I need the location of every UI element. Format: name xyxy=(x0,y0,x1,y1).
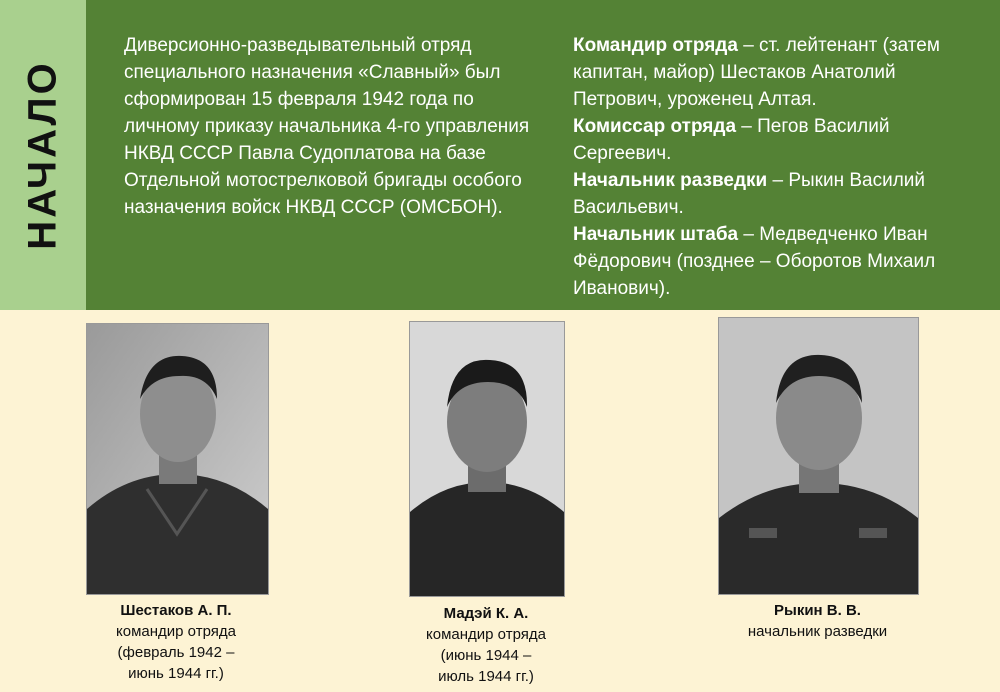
portrait-photo-shestakov xyxy=(86,323,269,595)
caption-madey xyxy=(386,603,586,687)
caption-rykin xyxy=(718,600,917,642)
role-commander xyxy=(573,32,973,113)
person-role: командир отряда xyxy=(426,626,546,643)
person-name: Мадэй К. А. xyxy=(443,605,529,622)
role-text: – ст. лейтенант (затем капитан, майор) Шестаков Анатолий Петрович, уроженец Алтая. xyxy=(573,35,940,110)
person-role: начальник разведки xyxy=(747,623,888,640)
caption-shestakov xyxy=(76,600,276,684)
role-commissar xyxy=(573,113,973,167)
person-role: командир отряда xyxy=(116,623,236,640)
role-intelligence-chief xyxy=(573,167,973,221)
person-name: Рыкин В. В. xyxy=(774,602,861,619)
portrait-photo-rykin xyxy=(718,317,919,595)
portrait-image xyxy=(87,324,268,594)
role-text: – Рыкин Василий Васильевич. xyxy=(573,170,926,218)
person-name: Шестаков А. П. xyxy=(120,602,232,619)
roles-list xyxy=(573,32,973,302)
intro-paragraph: Диверсионно-разведывательный отряд специального назначения «Славный» был сформирован 15 февраля 1942 года по личному приказу начальника 4-го управления НКВД СССР Павла Судоплатова на базе Отдельной мотострелковой бригады особого назначения войск НКВД СССР (ОМСБОН). xyxy=(124,35,530,218)
role-title: Начальник разведки xyxy=(573,170,768,191)
role-text: – Пегов Василий Сергеевич. xyxy=(573,116,890,164)
role-title: Начальник штаба xyxy=(573,224,739,245)
person-period-end: июнь 1944 гг.) xyxy=(128,665,224,682)
person-period-start: (июнь 1944 – xyxy=(440,647,532,664)
section-title: НАЧАЛО xyxy=(20,60,65,250)
person-period-end: июль 1944 гг.) xyxy=(438,668,534,685)
role-title: Комиссар отряда xyxy=(573,116,737,137)
portrait-image xyxy=(719,318,918,594)
role-chief-of-staff xyxy=(573,221,973,302)
portrait-image xyxy=(410,322,564,596)
role-title: Командир отряда xyxy=(573,35,738,56)
side-bar xyxy=(0,0,86,310)
role-text: – Медведченко Иван Фёдорович (позднее – Оборотов Михаил Иванович). xyxy=(573,224,936,299)
portrait-photo-madey xyxy=(409,321,565,597)
person-period-start: (февраль 1942 – xyxy=(117,644,235,661)
